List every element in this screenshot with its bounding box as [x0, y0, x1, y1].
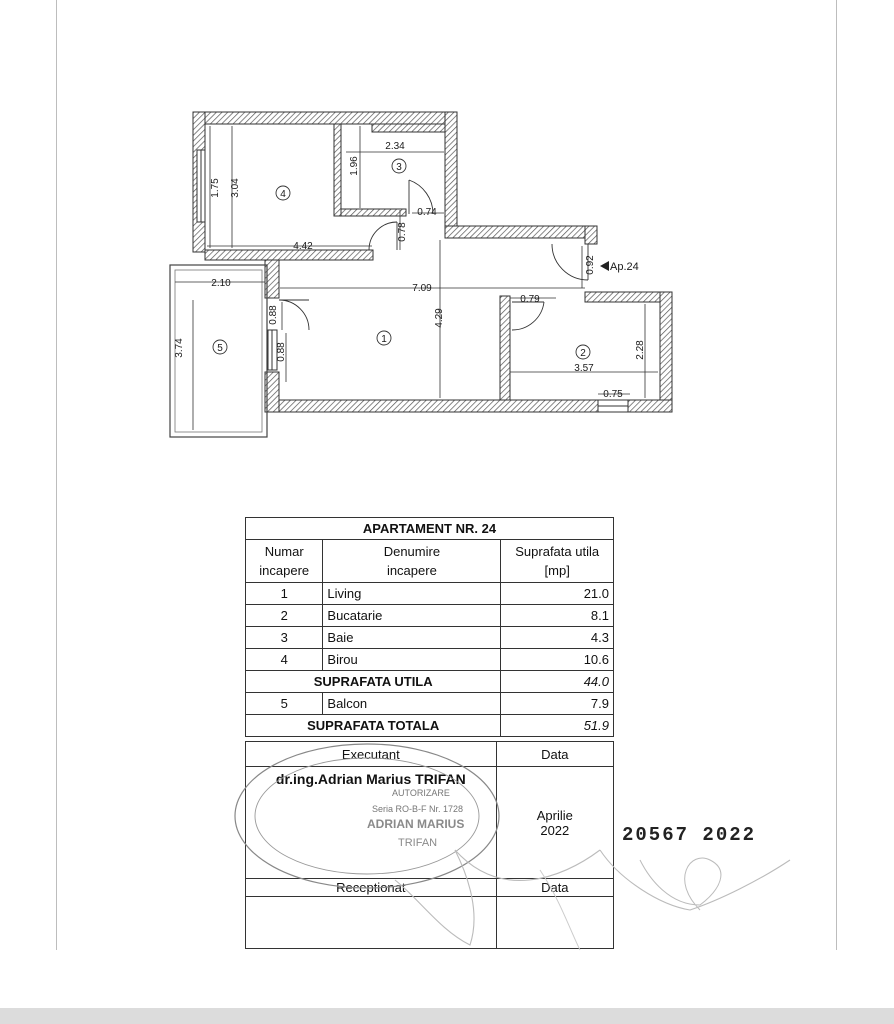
- dim-1-75: 1.75: [210, 178, 221, 198]
- apartment-marker: Ap.24: [610, 261, 639, 273]
- dim-7-09: 7.09: [412, 283, 432, 294]
- stamp-line-1: AUTORIZARE: [392, 788, 450, 798]
- room-number-1: 1: [381, 334, 387, 345]
- room-number-4: 4: [280, 189, 286, 200]
- dim-2-28: 2.28: [635, 340, 646, 360]
- table-title: APARTAMENT NR. 24: [246, 518, 614, 540]
- header-room-number: Numar incapere: [246, 540, 323, 583]
- table-row: 4 Birou 10.6: [246, 649, 614, 671]
- header-room-name: Denumire incapere: [323, 540, 501, 583]
- dim-0-88-top: 0.88: [268, 305, 279, 325]
- table-row: 1 Living 21.0: [246, 583, 614, 605]
- dim-4-29: 4.29: [434, 308, 445, 328]
- execution-date: Aprilie 2022: [496, 767, 613, 879]
- dim-3-57: 3.57: [574, 363, 594, 374]
- dim-3-04: 3.04: [230, 178, 241, 198]
- dim-0-88-window: 0.88: [276, 342, 287, 362]
- dim-0-74: 0.74: [417, 207, 437, 218]
- stamp-line-3: ADRIAN MARIUS: [367, 817, 465, 831]
- dim-0-79: 0.79: [520, 294, 540, 305]
- dim-2-34: 2.34: [385, 141, 405, 152]
- bottom-bar: [0, 1008, 894, 1024]
- dim-0-78: 0.78: [397, 222, 408, 242]
- executant-name: dr.ing.Adrian Marius TRIFAN: [246, 767, 497, 879]
- dim-4-42: 4.42: [293, 241, 313, 252]
- room-number-3: 3: [396, 162, 402, 173]
- dim-1-96: 1.96: [349, 156, 360, 176]
- stamp-line-4: TRIFAN: [398, 837, 438, 849]
- total-area-row: SUPRAFATA TOTALA 51.9: [246, 715, 614, 737]
- dim-0-92: 0.92: [585, 255, 596, 275]
- dim-0-75: 0.75: [603, 389, 623, 400]
- executant-label: Executant: [246, 742, 497, 767]
- dim-2-10: 2.10: [211, 278, 231, 289]
- table-row: 2 Bucatarie 8.1: [246, 605, 614, 627]
- receptionat-label: Receptionat: [246, 879, 497, 897]
- useful-area-row: SUPRAFATA UTILA 44.0: [246, 671, 614, 693]
- data-label: Data: [496, 742, 613, 767]
- reference-number: 20567 2022: [622, 824, 757, 846]
- data-label-2: Data: [496, 879, 613, 897]
- stamp-line-2: Seria RO-B-F Nr. 1728: [372, 804, 464, 814]
- dim-3-74: 3.74: [174, 338, 185, 358]
- table-row: 3 Baie 4.3: [246, 627, 614, 649]
- room-number-2: 2: [580, 348, 586, 359]
- header-room-area: Suprafata utila [mp]: [501, 540, 614, 583]
- balcony-row: 5 Balcon 7.9: [246, 693, 614, 715]
- room-number-5: 5: [217, 343, 223, 354]
